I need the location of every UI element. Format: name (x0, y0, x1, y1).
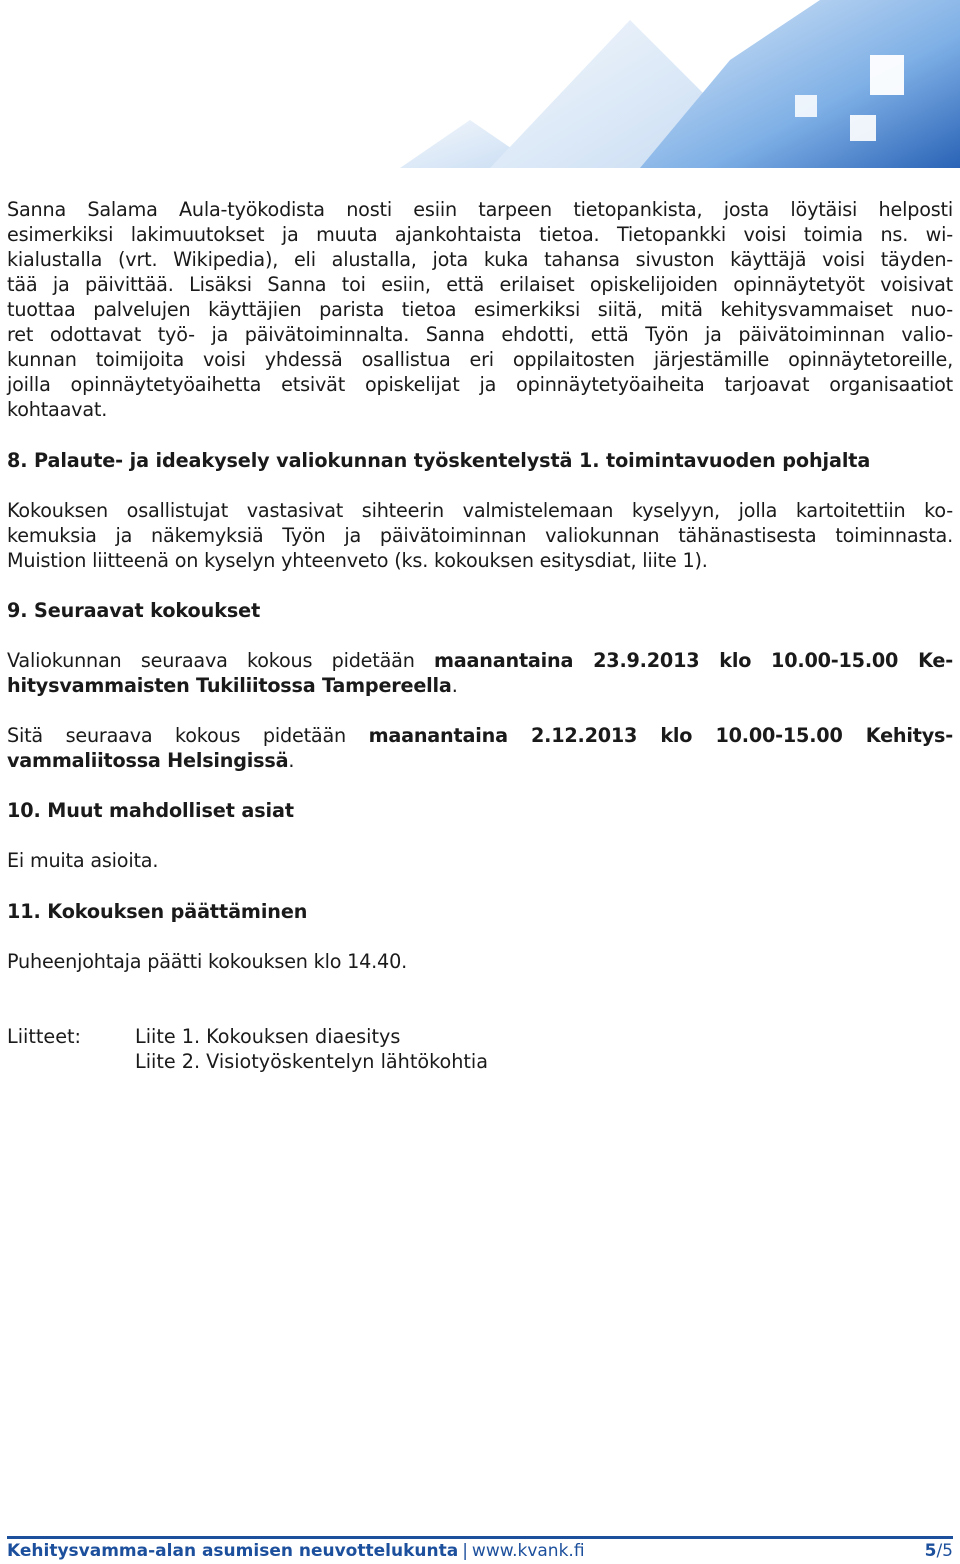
text-line: Kokouksen osallistujat vastasivat sihteerin valmistelemaan kyselyyn, jolla kartoitettiin ko- (7, 499, 953, 522)
page-separator: / (936, 1541, 943, 1561)
window-shape (795, 95, 817, 117)
attachment-item: Liite 2. Visiotyöskentelyn lähtökohtia (135, 1050, 489, 1073)
text-line: joilla opinnäytetyöaihetta etsivät opiskelijat ja opinnäytetyöaiheita tarjoavat organisaatiot (7, 373, 953, 396)
text-line: kialustalla (vrt. Wikipedia), eli alustalla, jota kuka tahansa sivuston käyttäjä voisi täyden- (7, 248, 953, 271)
meeting-place-bold: vammaliitossa Helsingissä (7, 749, 289, 772)
text-run: . (451, 674, 458, 697)
houses-logo-graphic (400, 0, 960, 170)
footer-separator: | (462, 1541, 468, 1561)
text-line: esimerkiksi lakimuutokset ja muuta ajankohtaista tietoa. Tietopankki voisi toimia ns. wi- (7, 223, 953, 246)
window-shape (870, 55, 904, 95)
section-8-paragraph (7, 498, 953, 573)
footer-website-link[interactable]: www.kvank.fi (471, 1541, 585, 1561)
text-line (7, 648, 953, 673)
attachments-label: Liitteet: (7, 1025, 81, 1048)
section-11-text: Puheenjohtaja päätti kokouksen klo 14.40. (7, 950, 407, 973)
section-8-heading: 8. Palaute- ja ideakysely valiokunnan työskentelystä 1. toimintavuoden pohjalta (7, 449, 871, 472)
footer-organization: Kehitysvamma-alan asumisen neuvottelukunta (7, 1541, 459, 1561)
paragraph-tietopankki (7, 197, 953, 422)
text-line: kunnan toimijoita voisi yhdessä osallistua eri oppilaitosten järjestämille opinnäytetoreille, (7, 348, 953, 371)
following-meeting-paragraph (7, 723, 953, 773)
text-run: . (288, 749, 295, 772)
section-10-text: Ei muita asioita. (7, 849, 159, 872)
text-run: Sitä seuraava kokous pidetään (7, 724, 369, 747)
text-line (7, 673, 953, 698)
text-line: kemuksia ja näkemyksiä Työn ja päivätoiminnan valiokunnan tähänastisesta toiminnasta. (7, 524, 953, 547)
text-line (7, 723, 953, 748)
text-line: tuottaa palvelujen käyttäjien parista tietoa esimerkiksi siitä, mitä kehitysvammaiset nuo- (7, 298, 953, 321)
text-line: Muistion liitteenä on kyselyn yhteenveto (ks. kokouksen esitysdiat, liite 1). (7, 549, 708, 572)
text-line: tää ja päivittää. Lisäksi Sanna toi esiin, että erilaiset opiskelijoiden opinnäytetyöt voisivat (7, 273, 953, 296)
page-current: 5 (924, 1541, 937, 1561)
window-shape (850, 115, 876, 141)
section-10-heading: 10. Muut mahdolliset asiat (7, 799, 294, 822)
page-total: 5 (942, 1541, 953, 1561)
meeting-place-bold: hitysvammaisten Tukiliitossa Tampereella (7, 674, 452, 697)
page-number (925, 1540, 953, 1562)
meeting-date-bold: maanantaina 23.9.2013 klo 10.00-15.00 Ke- (434, 649, 953, 672)
section-9-heading: 9. Seuraavat kokoukset (7, 599, 261, 622)
text-line (7, 748, 953, 773)
text-run: Valiokunnan seuraava kokous pidetään (7, 649, 434, 672)
attachment-item: Liite 1. Kokouksen diaesitys (135, 1025, 401, 1048)
text-line: ret odottavat työ- ja päivätoiminnalta. Sanna ehdotti, että Työn ja päivätoiminnan valio- (7, 323, 953, 346)
meeting-date-bold: maanantaina 2.12.2013 klo 10.00-15.00 Kehitys- (368, 724, 953, 747)
attachments-list (135, 1024, 488, 1074)
footer-divider (7, 1536, 953, 1539)
section-11-heading: 11. Kokouksen päättäminen (7, 900, 308, 923)
footer-left (7, 1540, 585, 1562)
text-line: Sanna Salama Aula-työkodista nosti esiin tarpeen tietopankista, josta löytäisi helposti (7, 198, 953, 221)
text-line: kohtaavat. (7, 398, 108, 421)
next-meeting-paragraph (7, 648, 953, 698)
